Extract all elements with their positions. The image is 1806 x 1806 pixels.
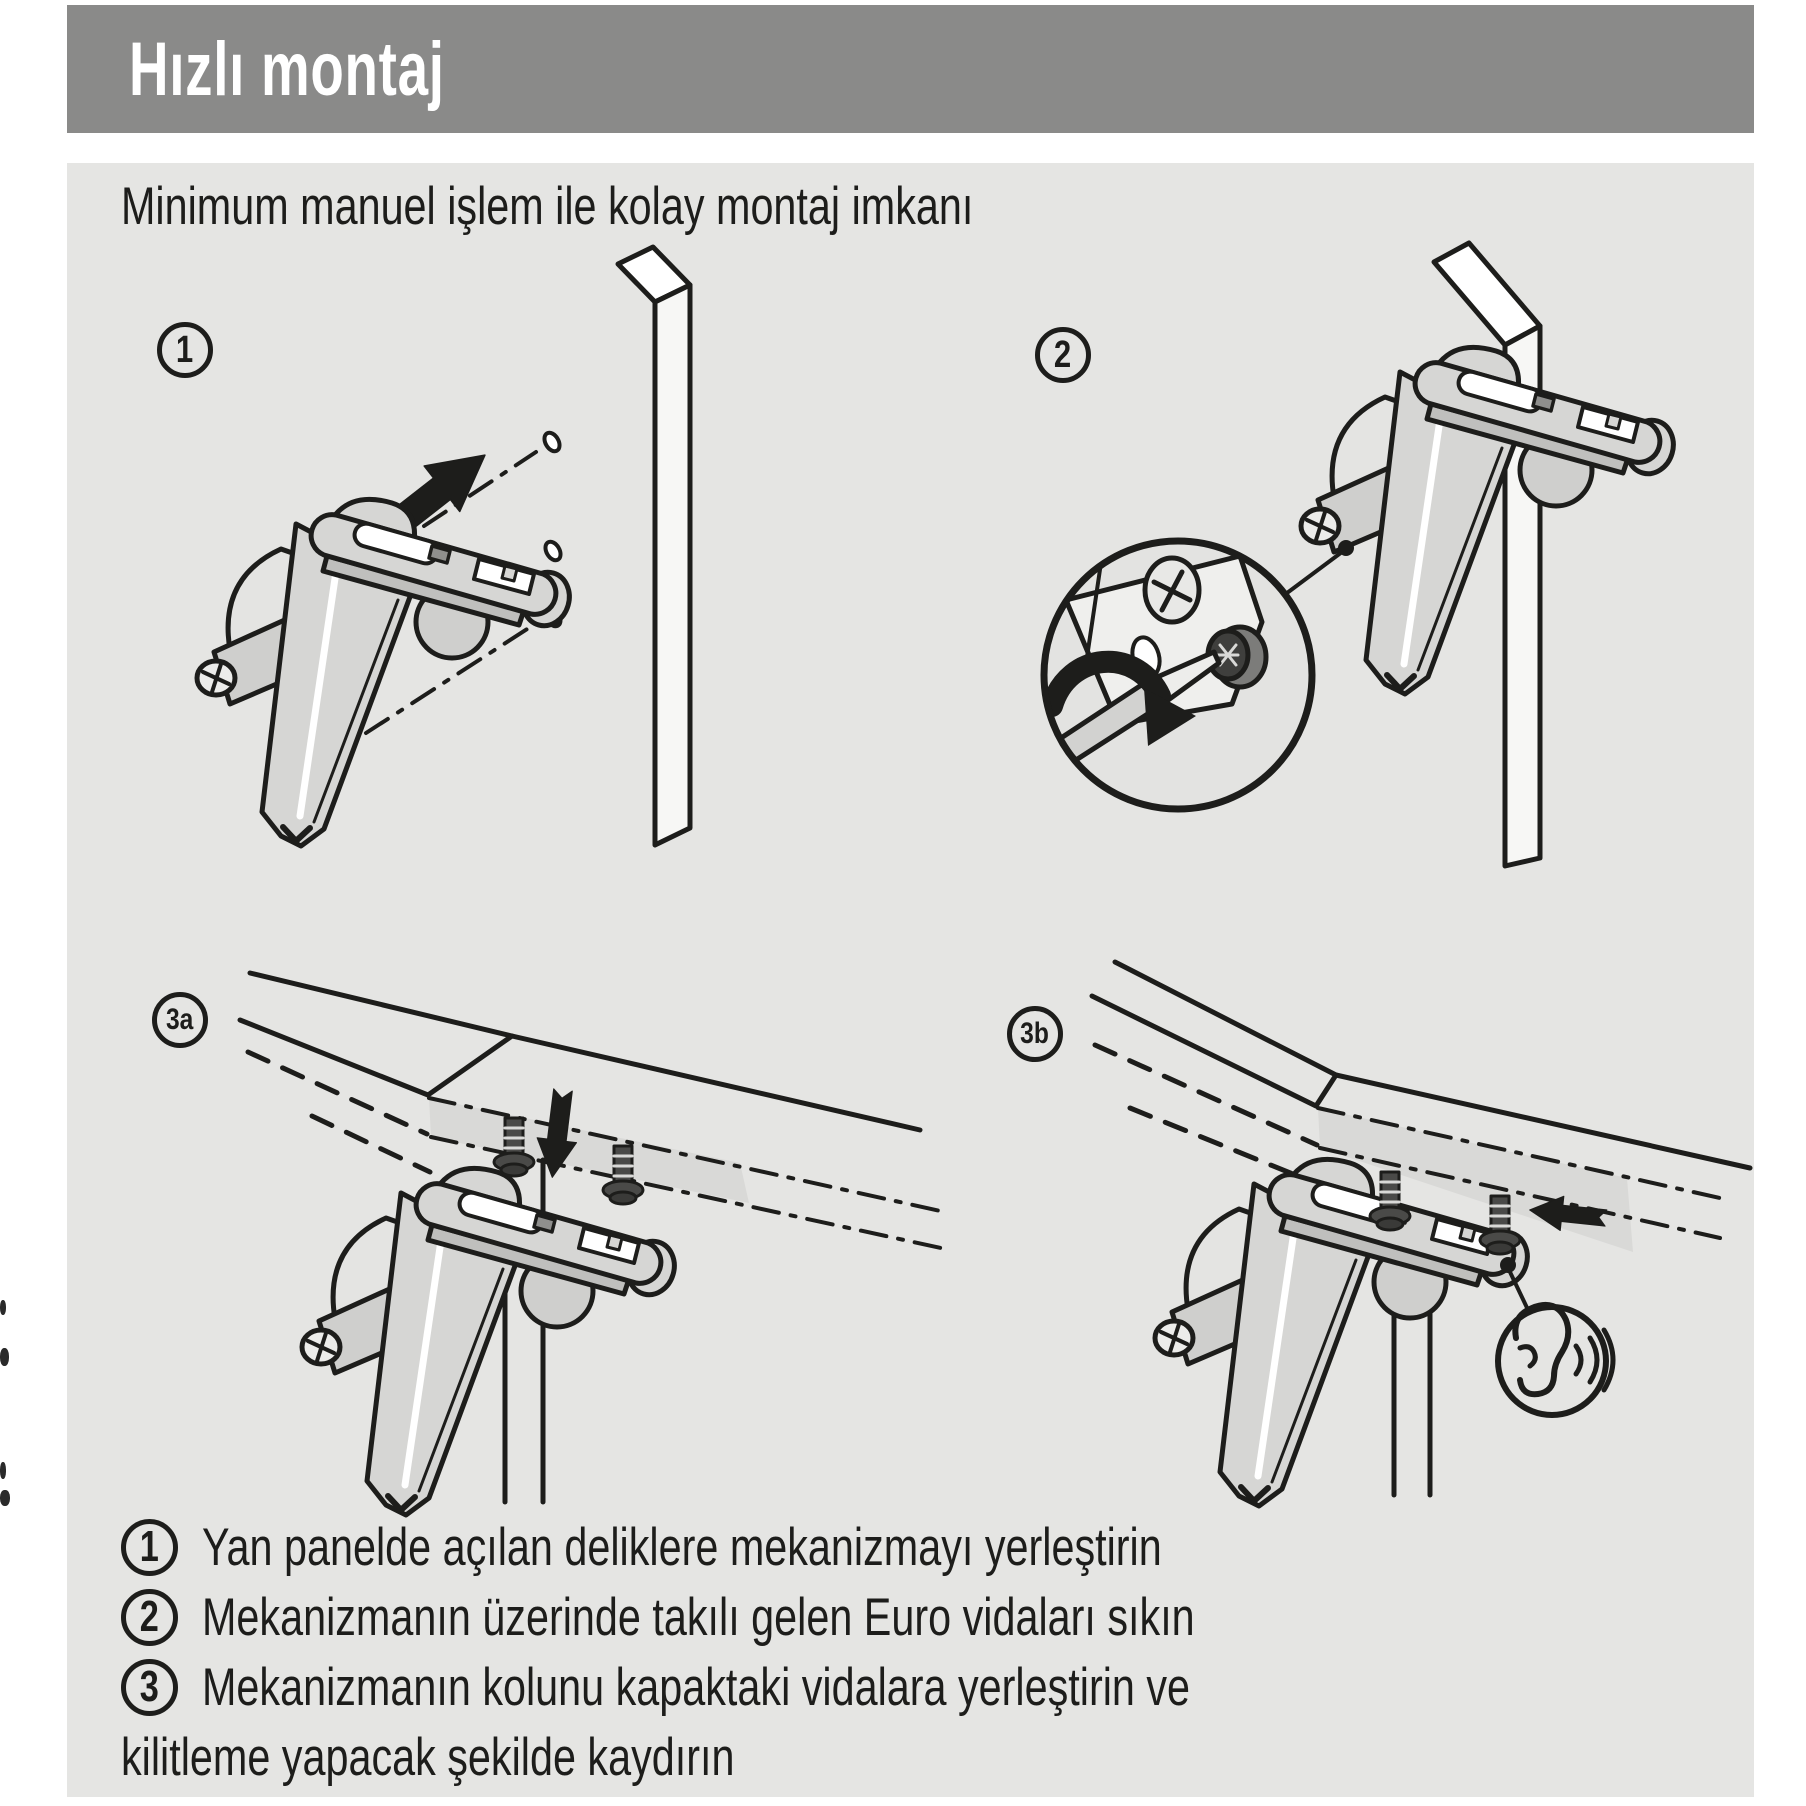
page-edge-artifact [0, 1462, 6, 1479]
step-1-text: Yan panelde açılan deliklere mekanizmayı yerleştirin [202, 1517, 1162, 1577]
figure-3a-step-label: 3a [152, 992, 208, 1048]
step-3-continuation-text: kilitleme yapacak şekilde kaydırın [121, 1727, 735, 1787]
instruction-step-3-continuation [121, 1722, 1475, 1792]
page-edge-artifact [0, 1490, 10, 1506]
step-2-text: Mekanizmanın üzerinde takılı gelen Euro vidaları sıkın [202, 1587, 1195, 1647]
step-3-marker: 3 [121, 1659, 178, 1716]
page-edge-artifact [0, 1348, 9, 1366]
instruction-step-2 [121, 1582, 1475, 1652]
page-title: Hızlı montaj [129, 26, 445, 112]
intro-text: Minimum manuel işlem ile kolay montaj imkanı [121, 177, 974, 236]
step-1-marker: 1 [121, 1519, 178, 1576]
figure-2-step-label: 2 [1035, 327, 1091, 383]
step-3-text: Mekanizmanın kolunu kapaktaki vidalara yerleştirin ve [202, 1657, 1191, 1717]
step-2-marker: 2 [121, 1589, 178, 1646]
instruction-step-1 [121, 1512, 1475, 1582]
section-header-bar [67, 5, 1754, 133]
instruction-list [121, 1512, 1475, 1792]
figure-3b-step-label: 3b [1007, 1006, 1063, 1062]
figure-1-step-label: 1 [157, 322, 213, 378]
instruction-step-3 [121, 1652, 1475, 1722]
page-edge-artifact [0, 1300, 6, 1315]
